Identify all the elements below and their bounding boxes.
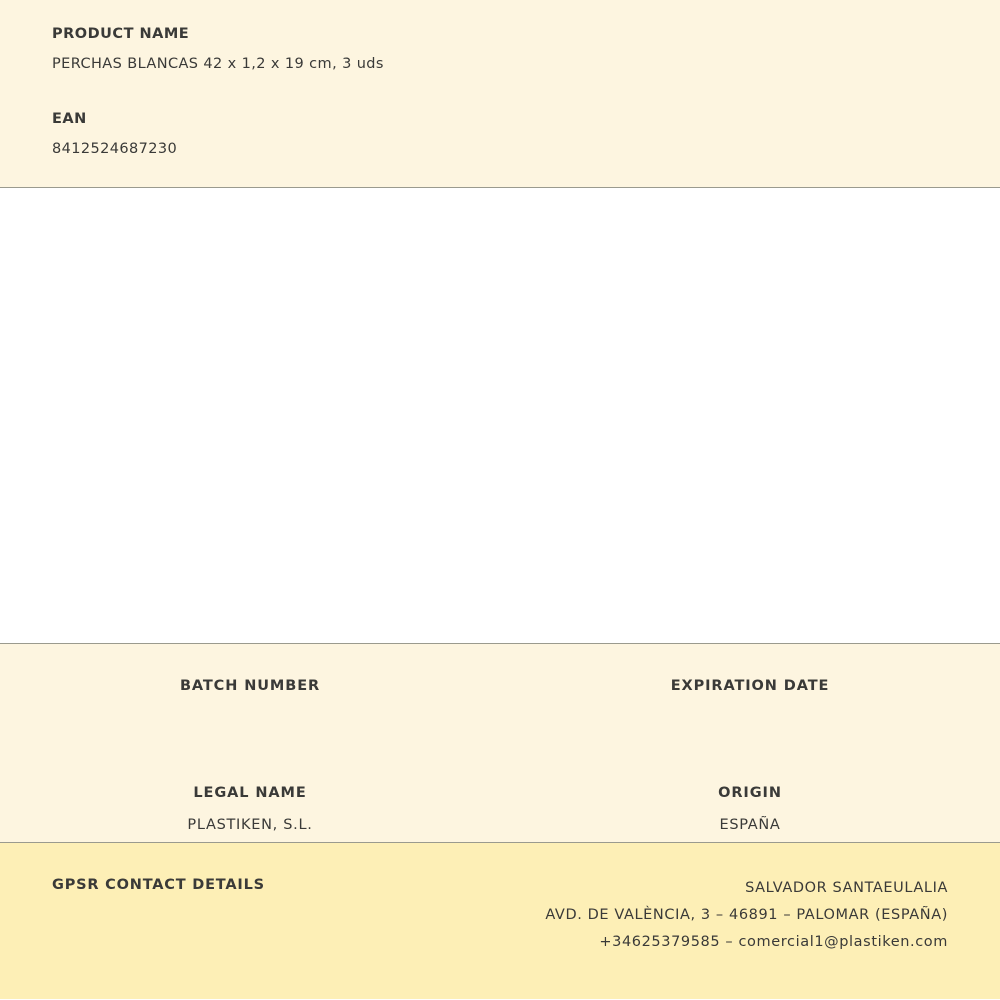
batch-number-label: BATCH NUMBER [179,678,321,694]
product-info-section [0,0,1000,188]
origin-field [500,783,1000,835]
legal-name-field [0,783,500,835]
gpsr-contact-details [545,875,948,955]
batch-number-field [0,676,500,725]
legal-origin-row [0,725,1000,835]
origin-label: ORIGIN [718,785,782,802]
ean-field [0,109,1000,160]
gpsr-contact-address: AVD. DE VALÈNCIA, 3 – 46891 – PALOMAR (ESPAÑA) [545,906,948,923]
expiration-date-value [500,707,1000,725]
legal-name-value: PLASTIKEN, S.L. [187,816,313,833]
product-name-field [0,24,1000,75]
expiration-date-field [500,676,1000,725]
gpsr-contact-name: SALVADOR SANTAEULALIA [745,880,948,896]
gpsr-contact-label: GPSR CONTACT DETAILS [52,877,265,893]
product-name-label: PRODUCT NAME [52,26,190,42]
batch-legal-section [0,644,1000,843]
expiration-date-label: EXPIRATION DATE [670,678,830,694]
gpsr-contact-phone-email: +34625379585 – comercial1@plastiken.com [599,933,948,950]
blank-content-area [0,188,1000,644]
origin-value: ESPAÑA [719,816,781,833]
product-name-value: PERCHAS BLANCAS 42 x 1,2 x 19 cm, 3 uds [52,56,384,73]
ean-value: 8412524687230 [52,140,178,157]
batch-expiration-row [0,644,1000,725]
ean-label: EAN [52,110,87,127]
batch-number-value [0,707,500,725]
gpsr-footer-section [0,843,1000,999]
legal-name-label: LEGAL NAME [193,785,307,802]
